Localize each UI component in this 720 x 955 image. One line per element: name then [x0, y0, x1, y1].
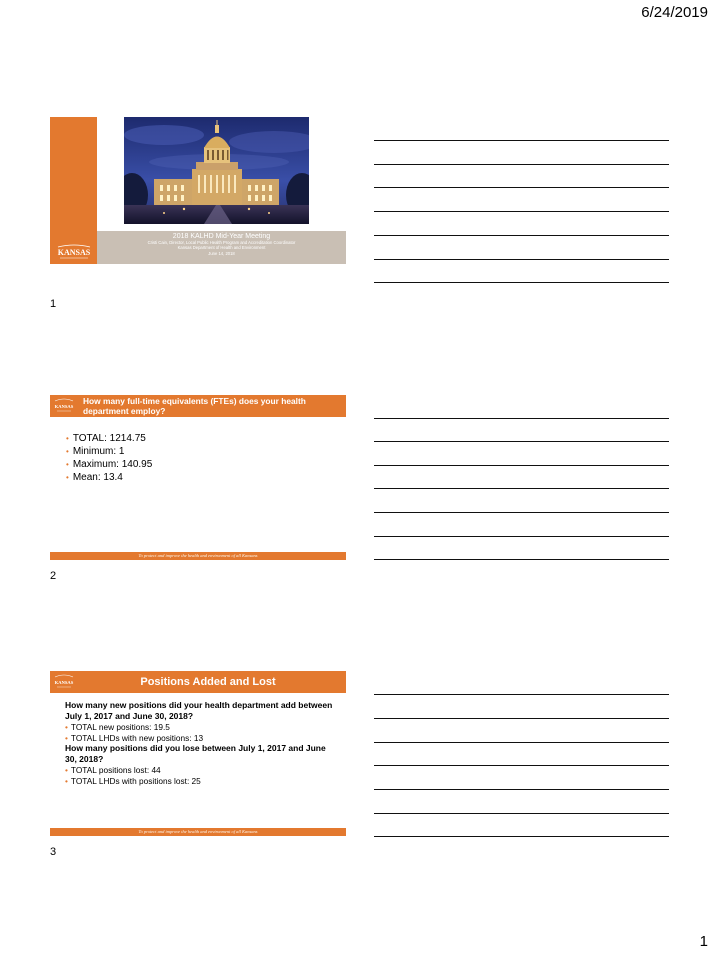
capitol-building-photo	[124, 117, 309, 224]
note-line[interactable]	[374, 211, 669, 212]
note-line[interactable]	[374, 559, 669, 560]
capitol-photo-illustration	[124, 117, 309, 224]
slide-2-title: How many full-time equivalents (FTEs) does your health department employ?	[83, 396, 306, 416]
fte-bullet-list	[66, 432, 152, 484]
note-line[interactable]	[374, 742, 669, 743]
slide-2-header	[50, 395, 346, 417]
slide-1-thumbnail	[50, 117, 346, 264]
note-line[interactable]	[374, 836, 669, 837]
list-item: • TOTAL LHDs with positions lost: 25	[65, 775, 201, 786]
meeting-date-line: June 14, 2018	[208, 250, 235, 256]
note-line[interactable]	[374, 694, 669, 695]
slide-3-thumbnail	[50, 671, 346, 837]
slide-1-number: 1	[50, 298, 57, 310]
list-item: • TOTAL: 1214.75	[66, 433, 146, 444]
slide-2-thumbnail	[50, 395, 346, 561]
note-line[interactable]	[374, 789, 669, 790]
note-line[interactable]	[374, 259, 669, 260]
bullet-icon: •	[66, 447, 69, 456]
note-line[interactable]	[374, 488, 669, 489]
bullet-icon: •	[65, 732, 68, 743]
logo-text: KANSAS	[54, 680, 74, 685]
list-item: • TOTAL positions lost: 44	[65, 765, 161, 776]
slide-3-number: 3	[50, 846, 57, 858]
question-new-positions: How many new positions did your health department add between July 1, 2017 and June 30, 2018?	[65, 700, 333, 721]
footer-tagline: To protect and improve the health and environment of all Kansans	[138, 829, 258, 834]
bullet-icon: •	[66, 473, 69, 482]
note-line[interactable]	[374, 235, 669, 236]
bullet-icon: •	[65, 765, 68, 776]
note-line[interactable]	[374, 536, 669, 537]
kansas-logo-icon	[52, 397, 76, 415]
slide-3-footer	[50, 828, 346, 836]
bullet-icon: •	[66, 460, 69, 469]
print-date: 6/24/2019	[641, 4, 708, 21]
list-item: • Mean: 13.4	[66, 472, 123, 483]
slide-2-number: 2	[50, 570, 57, 582]
list-item: • Minimum: 1	[66, 446, 125, 457]
note-line[interactable]	[374, 418, 669, 419]
page-number: 1	[699, 933, 708, 950]
presenter-line: Cristi Cain, Director, Local Public Health Program and Accreditation Coordinator	[147, 240, 296, 245]
logo-text: KANSAS	[57, 248, 91, 257]
footer-tagline: To protect and improve the health and environment of all Kansans	[138, 553, 258, 558]
slide-3-header	[50, 671, 346, 693]
note-line[interactable]	[374, 813, 669, 814]
note-line[interactable]	[374, 164, 669, 165]
bullet-icon: •	[66, 434, 69, 443]
list-item: • TOTAL new positions: 19.5	[65, 722, 170, 732]
title-slide-caption	[97, 231, 346, 264]
note-line[interactable]	[374, 718, 669, 719]
note-line[interactable]	[374, 441, 669, 442]
slide-3-title: Positions Added and Lost	[140, 676, 276, 688]
bullet-icon: •	[65, 775, 68, 786]
list-item: • Maximum: 140.95	[66, 459, 153, 470]
note-line[interactable]	[374, 282, 669, 283]
note-line[interactable]	[374, 140, 669, 141]
list-item: • TOTAL LHDs with new positions: 13	[65, 732, 204, 743]
bullet-icon: •	[65, 722, 68, 732]
note-line[interactable]	[374, 465, 669, 466]
note-line[interactable]	[374, 765, 669, 766]
logo-text: KANSAS	[54, 404, 74, 409]
kansas-logo-icon	[52, 673, 76, 691]
slide-1-orange-band	[50, 117, 97, 264]
note-line[interactable]	[374, 187, 669, 188]
meeting-title: 2018 KALHD Mid-Year Meeting	[172, 233, 271, 240]
department-line: Kansas Department of Health and Environment	[177, 245, 266, 251]
question-lost-positions: How many positions did you lose between July 1, 2017 and June 30, 2018?	[65, 743, 326, 765]
kansas-logo-icon	[52, 244, 96, 261]
slide-2-footer	[50, 552, 346, 560]
note-line[interactable]	[374, 512, 669, 513]
positions-content	[65, 700, 335, 786]
